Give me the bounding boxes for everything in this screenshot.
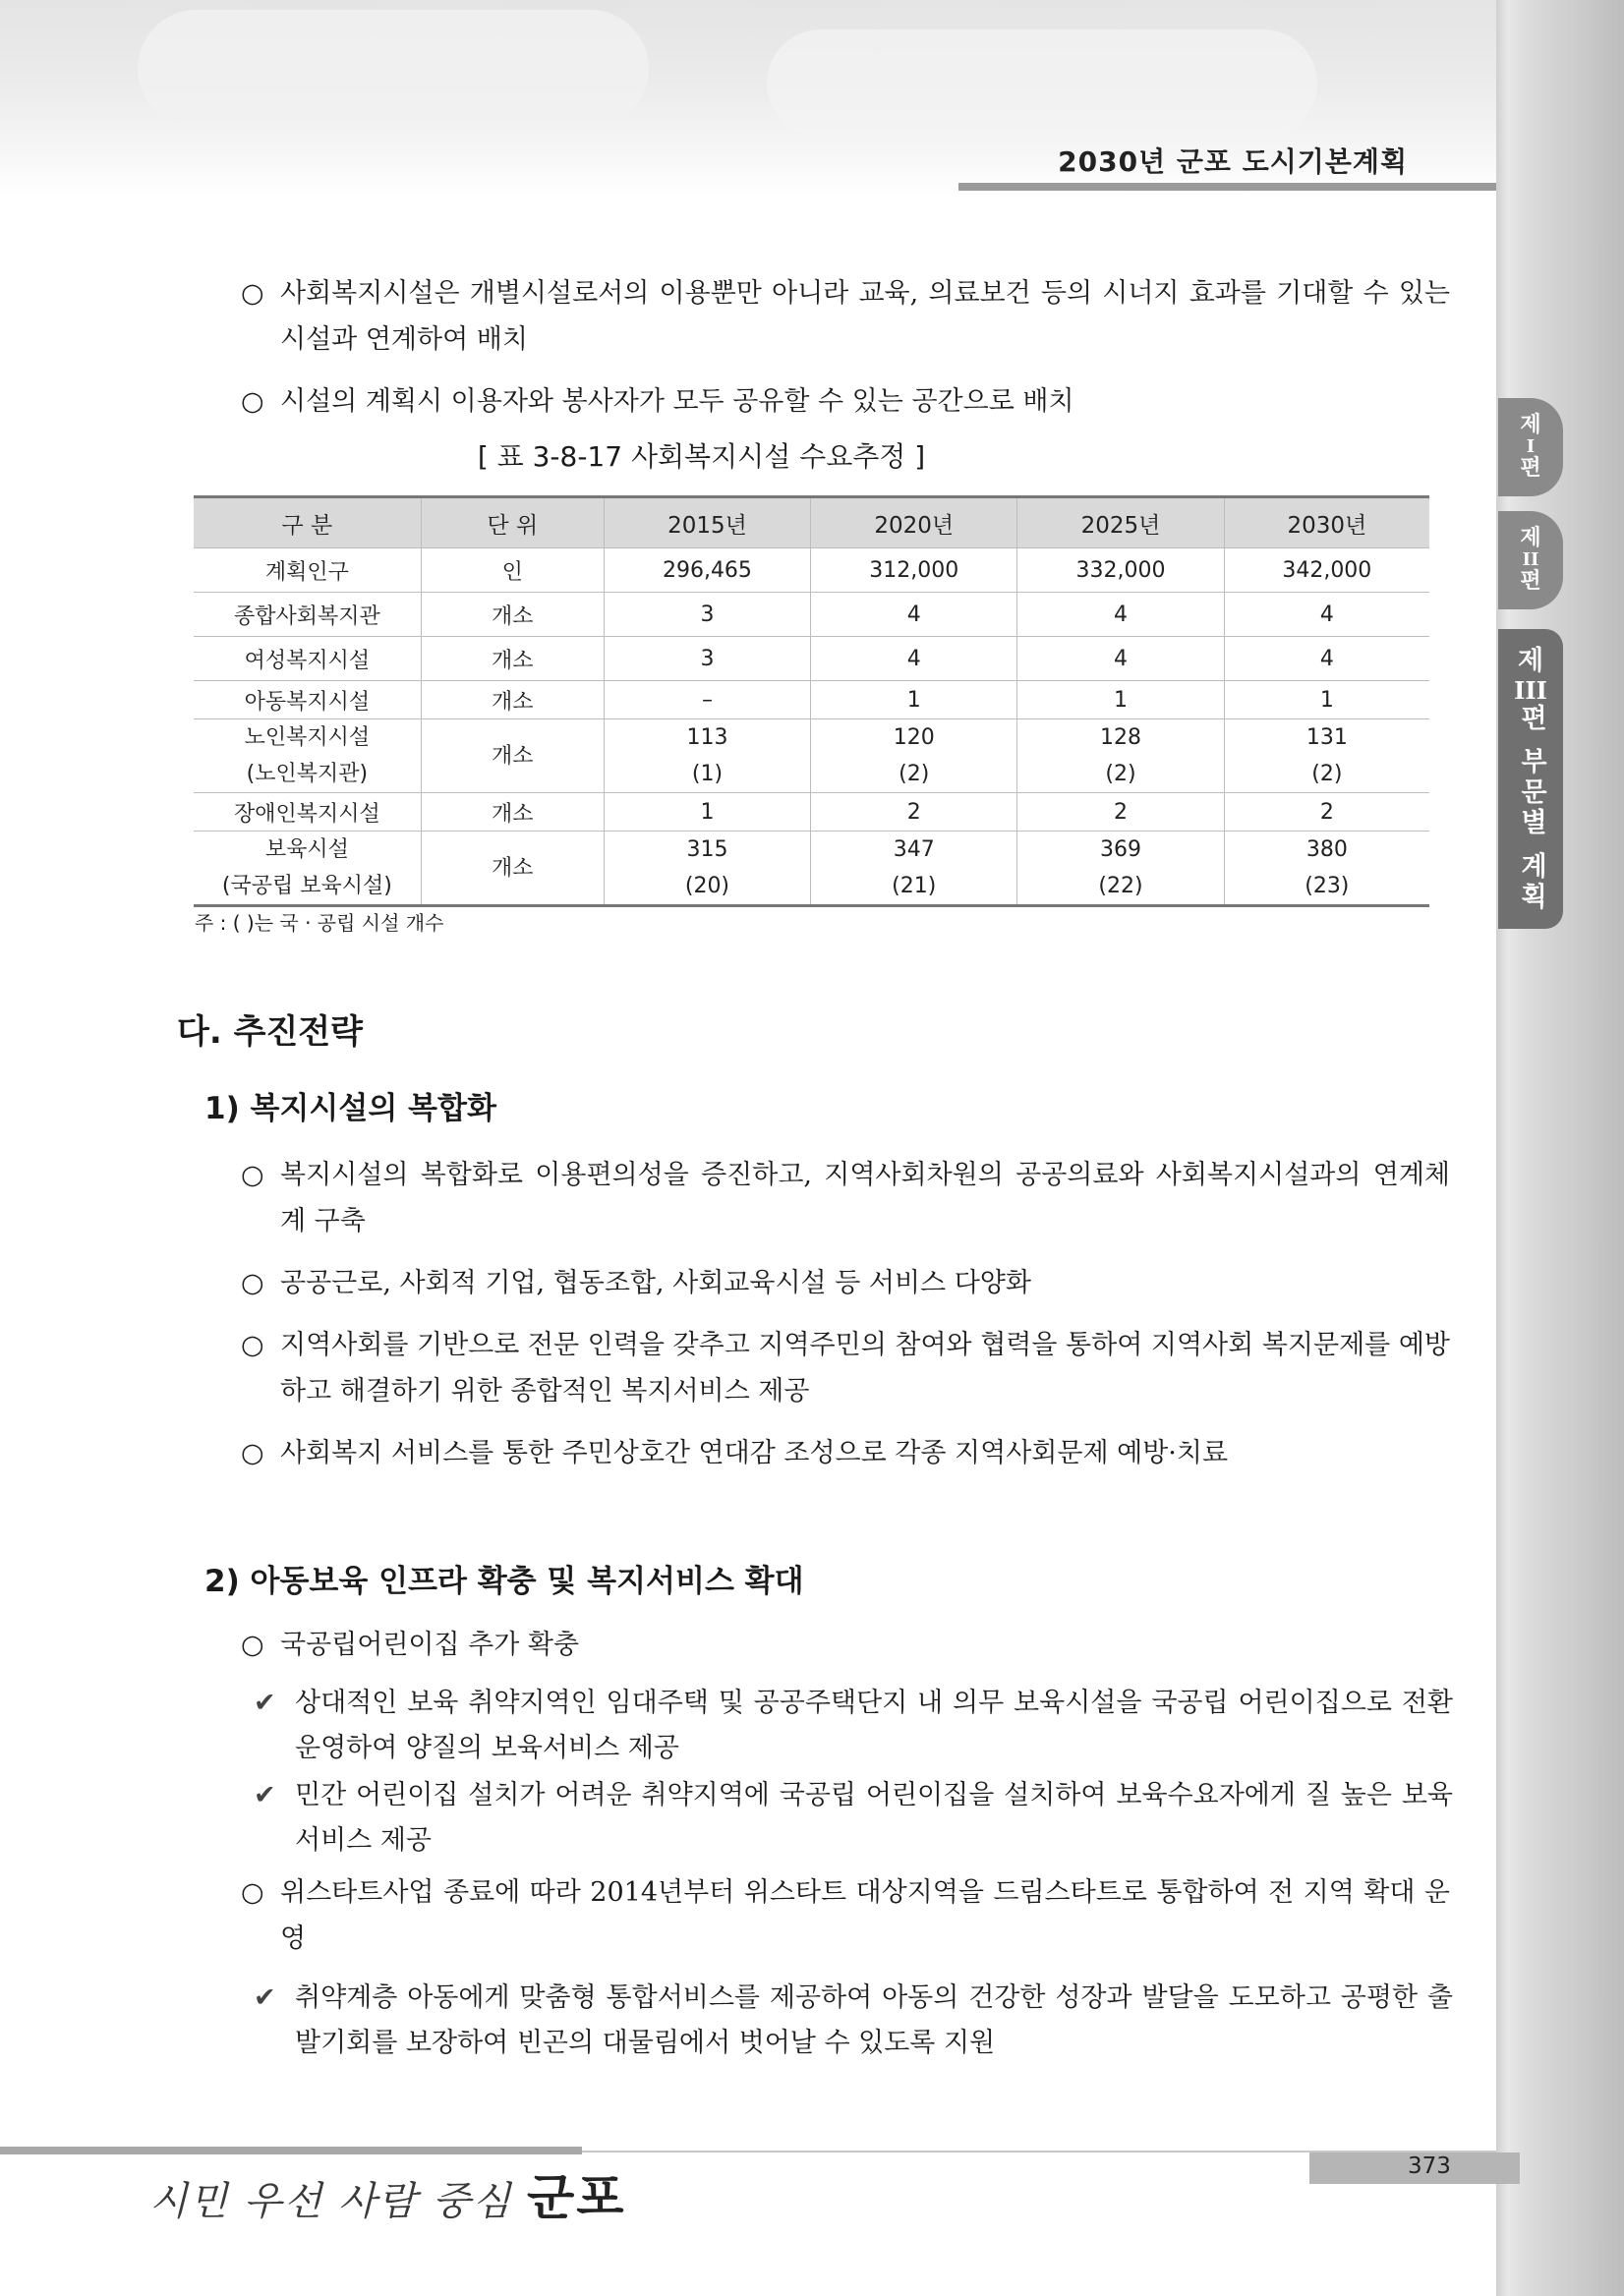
table-cell: 4 [1224, 593, 1429, 637]
tab-part-3-prefix: 제 [1517, 646, 1544, 677]
table-cell: 계획인구 [194, 548, 421, 593]
footer-slogan [149, 2158, 626, 2229]
tab-part-2-suffix: 편 [1520, 569, 1541, 594]
circle-bullet-icon: ○ [241, 1630, 264, 1660]
table-cell [604, 832, 810, 906]
bullet-text: 지역사회를 기반으로 전문 인력을 갖추고 지역주민의 참여와 협력을 통하여 지역사회 복지문제를 예방하고 해결하기 위한 종합적인 복지서비스 제공 [280, 1330, 1450, 1406]
welfare-facility-table [194, 495, 1429, 907]
table-row [194, 719, 1429, 793]
check-text: 취약계층 아동에게 맞춤형 통합서비스를 제공하여 아동의 건강한 성장과 발달을 도모하고 공평한 출발기회를 보장하여 빈곤의 대물림에서 벗어날 수 있도록 지원 [295, 1982, 1453, 2058]
table-cell: 4 [811, 637, 1017, 681]
intro-bullet-1 [241, 270, 1450, 363]
value-sub: (2) [1105, 762, 1136, 786]
table-row [194, 637, 1429, 681]
footer-bar-left [0, 2147, 582, 2154]
page-number: 373 [1408, 2153, 1451, 2179]
circle-bullet-icon: ○ [241, 1160, 264, 1190]
table-row [194, 593, 1429, 637]
strategy-bullet-3 [241, 1322, 1450, 1414]
table-header-cell: 2025년 [1017, 497, 1224, 548]
table-cell: 1 [1017, 681, 1224, 719]
facility-name: 보육시설 [264, 837, 349, 862]
slogan-city: 군포 [526, 2168, 626, 2226]
table-cell: 342,000 [1224, 548, 1429, 593]
childcare-bullet-2 [241, 1869, 1450, 1962]
table-cell [811, 719, 1017, 793]
slogan-text: 시민 우선 사람 중심 [149, 2179, 513, 2224]
table-cell: 개소 [421, 832, 604, 906]
table-cell: 312,000 [811, 548, 1017, 593]
table-cell [1017, 719, 1224, 793]
table-header-cell: 구 분 [194, 497, 421, 548]
table-cell: 장애인복지시설 [194, 793, 421, 832]
table-cell: 여성복지시설 [194, 637, 421, 681]
tab-part-1-roman: I [1526, 436, 1536, 457]
value: 315 [686, 837, 728, 862]
bullet-text: 시설의 계획시 이용자와 봉사자가 모두 공유할 수 있는 공간으로 배치 [280, 386, 1074, 417]
bullet-text: 사회복지시설은 개별시설로서의 이용뿐만 아니라 교육, 의료보건 등의 시너지 효과를 기대할 수 있는 시설과 연계하여 배치 [280, 278, 1450, 355]
circle-bullet-icon: ○ [241, 1438, 264, 1468]
table-cell: 인 [421, 548, 604, 593]
table-note: 주 : ( )는 국 · 공립 시설 개수 [195, 911, 444, 935]
table-cell: 개소 [421, 593, 604, 637]
table-cell: 3 [604, 637, 810, 681]
value-sub: (1) [691, 762, 724, 786]
value: 369 [1100, 837, 1142, 862]
table-cell [1224, 719, 1429, 793]
table-cell [194, 832, 421, 906]
tab-part-2[interactable] [1498, 511, 1563, 609]
bullet-text: 위스타트사업 종료에 따라 2014년부터 위스타트 대상지역을 드림스타트로 통합하여 전 지역 확대 운영 [280, 1877, 1450, 1954]
table-cell: 4 [1017, 593, 1224, 637]
table-cell [604, 719, 810, 793]
circle-bullet-icon: ○ [241, 1877, 264, 1908]
table-cell: 4 [1017, 637, 1224, 681]
check-text: 상대적인 보육 취약지역인 임대주택 및 공공주택단지 내 의무 보육시설을 국공립 어린이집으로 전환 운영하여 양질의 보육서비스 제공 [295, 1688, 1453, 1763]
value: 113 [686, 725, 728, 750]
value-sub: (23) [1305, 874, 1350, 898]
table-cell: 개소 [421, 793, 604, 832]
strategy-bullet-2 [241, 1260, 1450, 1306]
value: 131 [1305, 725, 1348, 750]
table-cell: – [604, 681, 810, 719]
table-cell: 296,465 [604, 548, 810, 593]
value-sub: (2) [1311, 762, 1343, 786]
table-header-row [194, 497, 1429, 548]
table-row [194, 548, 1429, 593]
value: 380 [1305, 837, 1348, 862]
table-cell: 개소 [421, 637, 604, 681]
table-cell: 종합사회복지관 [194, 593, 421, 637]
bullet-text: 복지시설의 복합화로 이용편의성을 증진하고, 지역사회차원의 공공의료와 사회복지시설과의 연계체계 구축 [280, 1160, 1450, 1236]
bullet-text: 국공립어린이집 추가 확충 [280, 1630, 580, 1660]
table-header-cell: 2015년 [604, 497, 810, 548]
value-sub: (20) [684, 874, 730, 898]
table-caption: [ 표 3-8-17 사회복지시설 수요추정 ] [477, 440, 926, 473]
table-row [194, 793, 1429, 832]
table-cell [1017, 832, 1224, 906]
subsection-1-title: 1) 복지시설의 복합화 [204, 1091, 496, 1126]
tab-part-3-suffix: 편 부문별 계획 [1516, 704, 1546, 913]
check-text: 민간 어린이집 설치가 어려운 취약지역에 국공립 어린이집을 설치하여 보육수요자에게 질 높은 보육 서비스 제공 [295, 1780, 1453, 1856]
table-cell: 2 [1017, 793, 1224, 832]
tab-part-1-suffix: 편 [1520, 456, 1541, 481]
circle-bullet-icon: ○ [241, 386, 264, 417]
table-cell: 1 [811, 681, 1017, 719]
facility-subname: (국공립 보육시설) [221, 874, 392, 898]
table-cell [194, 719, 421, 793]
tab-part-3[interactable] [1498, 629, 1563, 929]
value: 120 [893, 725, 935, 750]
table-cell: 2 [811, 793, 1017, 832]
table-row [194, 832, 1429, 906]
side-strip [1496, 0, 1624, 2296]
childcare-check-1 [254, 1681, 1453, 1771]
table-header-cell: 2020년 [811, 497, 1017, 548]
tab-part-2-prefix: 제 [1520, 526, 1541, 550]
table-header-cell: 2030년 [1224, 497, 1429, 548]
value-sub: (22) [1098, 874, 1143, 898]
check-mark-icon: ✔ [254, 1780, 276, 1810]
check-mark-icon: ✔ [254, 1688, 276, 1718]
header-title: 2030년 군포 도시기본계획 [1058, 145, 1408, 178]
tab-part-2-roman: II [1522, 549, 1539, 570]
header-rule [958, 183, 1496, 191]
table-row [194, 681, 1429, 719]
value: 347 [893, 837, 935, 862]
bullet-text: 공공근로, 사회적 기업, 협동조합, 사회교육시설 등 서비스 다양화 [280, 1268, 1031, 1298]
circle-bullet-icon: ○ [241, 1330, 264, 1360]
table-cell: 1 [1224, 681, 1429, 719]
facility-subname: (노인복지관) [246, 762, 369, 786]
strategy-bullet-4 [241, 1430, 1450, 1476]
childcare-check-2 [254, 1773, 1453, 1864]
childcare-check-3 [254, 1976, 1453, 2066]
table-cell: 4 [1224, 637, 1429, 681]
circle-bullet-icon: ○ [241, 1268, 264, 1298]
bullet-text: 사회복지 서비스를 통한 주민상호간 연대감 조성으로 각종 지역사회문제 예방·치료 [280, 1438, 1229, 1468]
circle-bullet-icon: ○ [241, 278, 264, 309]
table-cell: 2 [1224, 793, 1429, 832]
table-cell: 개소 [421, 681, 604, 719]
table-cell: 3 [604, 593, 810, 637]
table-cell: 아동복지시설 [194, 681, 421, 719]
subsection-2-title: 2) 아동보육 인프라 확충 및 복지서비스 확대 [204, 1564, 804, 1599]
value: 128 [1100, 725, 1142, 750]
table-cell: 4 [811, 593, 1017, 637]
table-cell: 1 [604, 793, 810, 832]
tab-part-3-roman: III [1514, 676, 1547, 706]
value-sub: (2) [899, 762, 930, 786]
intro-bullet-2 [241, 378, 1450, 425]
table-cell: 332,000 [1017, 548, 1224, 593]
check-mark-icon: ✔ [254, 1982, 276, 2013]
table-cell [811, 832, 1017, 906]
table-header-cell: 단 위 [421, 497, 604, 548]
value-sub: (21) [892, 874, 937, 898]
tab-part-1-prefix: 제 [1520, 413, 1541, 437]
childcare-bullet-1 [241, 1622, 1450, 1668]
section-title: 다. 추진전략 [177, 1012, 363, 1052]
table-cell [1224, 832, 1429, 906]
strategy-bullet-1 [241, 1152, 1450, 1244]
table-cell: 개소 [421, 719, 604, 793]
facility-name: 노인복지시설 [244, 725, 371, 750]
